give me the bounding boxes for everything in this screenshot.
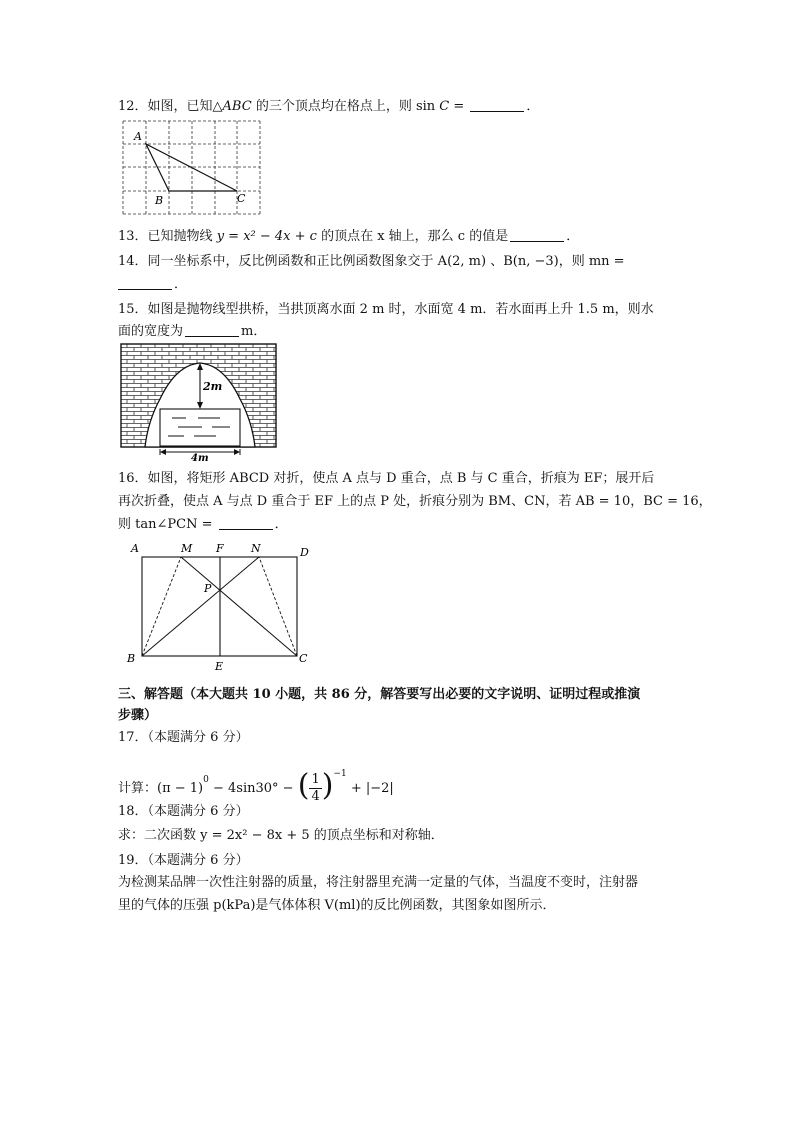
label-n: N: [251, 542, 261, 555]
height-label: 2m: [203, 380, 223, 393]
triangle-abc: [146, 144, 237, 191]
width-label: 4m: [191, 453, 209, 461]
q19-header: 19．（本题满分 6 分）: [118, 853, 249, 868]
q15-text: 15．如图是抛物线型拱桥，当拱顶离水面 2 m 时，水面宽 4 m．若水面再上升 1.5 m，则水: [118, 302, 654, 317]
label-b: B: [155, 194, 164, 207]
label-e: E: [215, 660, 224, 672]
q14-line2: ．: [118, 276, 187, 294]
answer-blank: [118, 276, 172, 290]
label-a: A: [131, 542, 139, 555]
q18-header: 18．（本题满分 6 分）: [118, 804, 249, 819]
q16-line3: 则 tan∠PCN = ．: [118, 517, 288, 532]
label-b: B: [127, 652, 136, 665]
q13-text: 13．已知抛物线 y = x² − 4x + c 的顶点在 x 轴上，那么 c 的值是 ．: [118, 229, 580, 244]
answer-blank: [185, 323, 239, 337]
answer-blank: [470, 98, 524, 112]
label-m: M: [181, 542, 193, 555]
answer-blank: [510, 228, 564, 242]
label-c: C: [299, 652, 308, 665]
label-a: A: [134, 130, 142, 143]
q12-text: 12．如图，已知△ABC 的三个顶点均在格点上，则 sin C = ．: [118, 99, 540, 114]
q16-text: 16．如图，将矩形 ABCD 对折，使点 A 点与 D 重合，点 B 与 C 重合，折痕为 EF；展开后: [118, 471, 655, 486]
label-c: C: [237, 192, 246, 205]
section-heading: 三、解答题（本大题共 10 小题，共 86 分，解答要写出必要的文字说明、证明过程或推演: [118, 687, 641, 702]
q17-header: 17．（本题满分 6 分）: [118, 730, 249, 745]
q14-text: 14．同一坐标系中，反比例函数和正比例函数图象交于 A(2, m) 、B(n, −3)，则 mn =: [118, 254, 625, 269]
q16-line2: 再次折叠，使点 A 与点 D 重合于 EF 上的点 P 处，折痕分别为 BM、CN，若 AB = 10，BC = 16，: [118, 494, 712, 509]
q15-line2: 面的宽度为 m．: [118, 324, 267, 339]
q16-rectangle-figure: [124, 540, 320, 672]
label-d: D: [300, 546, 309, 559]
section-heading-line2: 步骤）: [118, 708, 158, 723]
label-p: P: [204, 582, 212, 595]
q12-grid-figure: [118, 118, 266, 218]
q15-arch-bridge-figure: [120, 343, 278, 461]
label-f: F: [216, 542, 224, 555]
q19-line2: 里的气体的压强 p(kPa)是气体体积 V(ml)的反比例函数，其图象如图所示．: [118, 898, 556, 913]
q17-expression: 计算：$(\pi - 1)^0 - 4\sin 30^\circ$ − ( $\frac{1}{4}$ )$^{-1}$ + |−2|: [118, 768, 394, 804]
q19-line1: 为检测某品牌一次性注射器的质量，将注射器里充满一定量的气体，当温度不变时，注射器: [118, 875, 639, 890]
q18-text: 求：二次函数 y = 2x² − 8x + 5 的顶点坐标和对称轴．: [118, 828, 444, 843]
answer-blank: [219, 516, 273, 530]
